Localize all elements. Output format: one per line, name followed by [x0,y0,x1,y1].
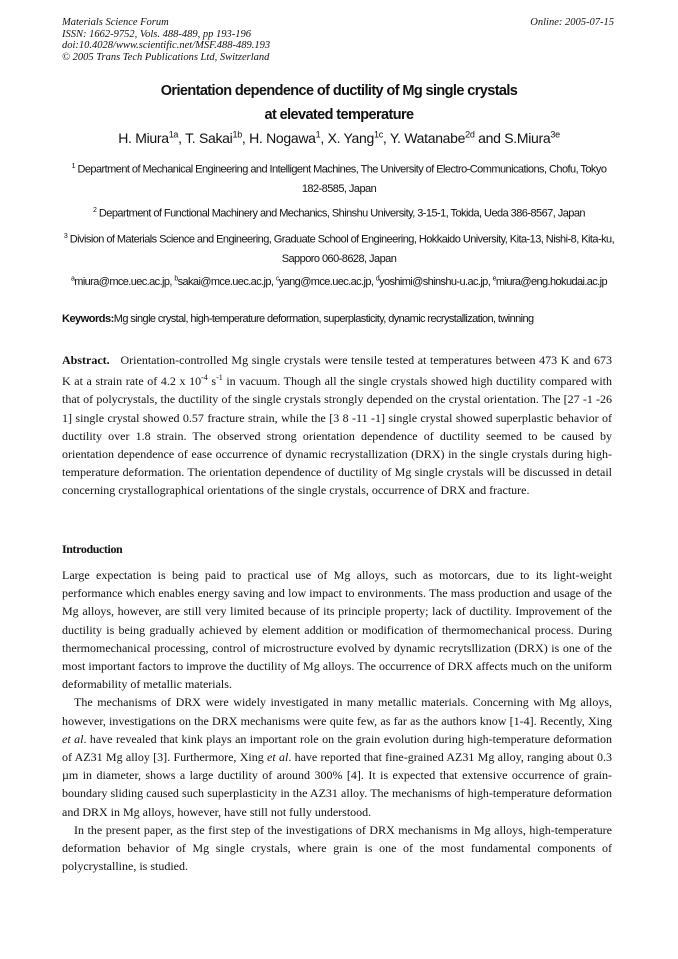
keywords [62,313,616,325]
section-heading-introduction: Introduction [62,542,123,556]
journal-info [62,17,270,63]
journal-name: Materials Science Forum [62,17,169,28]
paper-title-line1: Orientation dependence of ductility of Mg single crystals [160,83,518,99]
journal-issn: ISSN: 1662-9752, Vols. 488-489, pp 193-196 [62,28,251,40]
introduction-body [62,566,612,875]
paragraph: Large expectation is being paid to practical use of Mg alloys, such as motorcars, due to its light-weight performance which enables energy saving and low impact to environments. The mass production and usage of the Mg alloys, however, are still very limited because of its principle property; lack of ductility. Improvement of the ductility is being gradually achieved by element addition or modification of thermomechanical process. During thermomechanical processing, control of microstructure evolved by dynamic recrytsllization (DRX) is one of the most important factors to improve the ductility of Mg alloys. The occurrence of DRX affects much on the uniform deformability of metallic materials. [62,568,612,692]
paragraph: In the present paper, as the first step of the investigations of DRX mechanisms in Mg alloys, high-temperature deformation behavior of Mg single crystals, where grain is one of the most fundamental components of polycrystalline, is studied. [62,822,612,874]
author-list [40,129,638,146]
author: S.Miura$^{3e}$ [504,129,560,146]
author: H. Miura$^{1a}$, [118,129,186,146]
keywords-text: Mg single crystal, high-temperature deformation, superplasticity, dynamic recrystallization, twinning [113,313,534,325]
author: X. Yang$^{1c}$, [327,129,390,146]
author: Y. Watanabe$^{2d}$ and [389,129,505,146]
author: T. Sakai$^{1b}$, [185,129,250,146]
affiliation-1: $^1$ Department of Mechanical Engineering and Intelligent Machines, The University of Electro-Communications, Chofu, Tokyo 182-8585, Japan [71,163,607,195]
email: $^a$miura@mce.uec.ac.jp, [70,275,175,288]
paper-title-line2: at elevated temperature [264,107,414,123]
email: $^c$yang@mce.uec.ac.jp, [275,275,376,288]
journal-copyright: © 2005 Trans Tech Publications Ltd, Switzerland [62,51,270,63]
email: $^e$miura@eng.hokudai.ac.jp [492,275,608,288]
affiliation-3: $^3$ Division of Materials Science and Engineering, Graduate School of Engineering, Hokkaido University, Kita-13, Nishi-8, Kita-ku, Sapporo 060-8628, Japan [63,233,615,265]
abstract-label: Abstract. [62,353,110,367]
email: $^b$sakai@mce.uec.ac.jp, [174,275,276,288]
email: $^d$yoshimi@shinshu-u.ac.jp, [375,275,493,288]
journal-doi: doi:10.4028/www.scientific.net/MSF.488-489.193 [62,40,271,52]
abstract: Abstract. Orientation-controlled Mg single crystals were tensile tested at temperatures between 473 K and 673 K at a strain rate of 4.2 x $10^{-4}$ $s^{-1}$ in vacuum. Though all the single crystals showed high ductility compared with that of polycrystals, the ductility of the single crystals strongly depended on the crystal orientation. The [27 -1 -26 1] single crystal showed 0.57 fracture strain, while the [3 8 -11 -1] single crystal showed superplastic behavior of ductility over 1.8 strain. The observed strong orientation dependence of ductility seemed to be caused by orientation dependence of ease occurrence of dynamic recrystallization (DRX) in the single crystals during high-temperature deformation. The orientation dependence of ductility of Mg single crystals will be discussed in detail concerning crystallographical orientations of the single crystals, occurrence of DRX and fracture. [62,353,613,498]
keywords-label: Keywords: [62,313,114,325]
author: H. Nogawa$^1$, [249,129,328,146]
online-date: Online: 2005-07-15 [530,17,614,28]
email-list [62,275,616,288]
affiliation-2: $^2$ Department of Functional Machinery and Mechanics, Shinshu University, 3-15-1, Tokida, Ueda 386-8567, Japan [93,207,585,220]
paragraph: The mechanisms of DRX were widely investigated in many metallic materials. Concerning with Mg alloys, however, investigations on the DRX mechanisms were quite few, as far as the authors know [1-4]. Recently, Xing et al. have revealed that kink plays an important role on the grain evolution during high-temperature deformation of AZ31 Mg alloy [3]. Furthermore, Xing et al. have reported that fine-grained AZ31 Mg alloy, ranging about 0.3 µm in diameter, shows a large ductility of around 300% [4]. It is expected that extensive occurrence of grain-boundary sliding caused such superplasticity in the AZ31 alloy. The mechanisms of high-temperature deformation and DRX in Mg alloys, however, have still not fully understood. [62,695,613,819]
